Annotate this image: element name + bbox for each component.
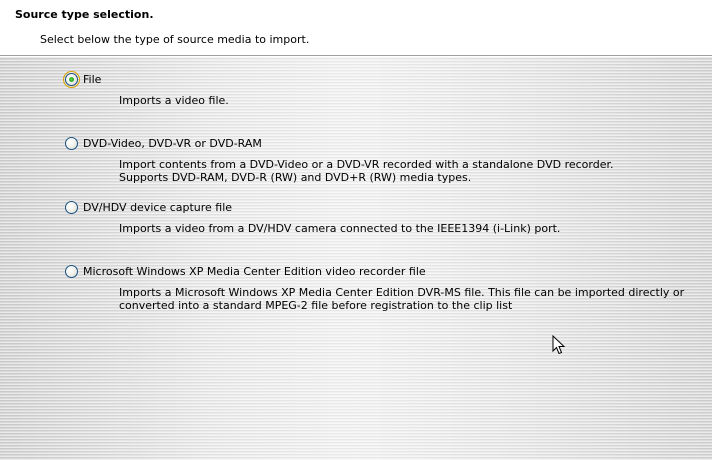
- radio-media-center[interactable]: [65, 265, 78, 278]
- option-file-label[interactable]: File: [83, 72, 102, 86]
- option-dv-capture-description: [119, 222, 705, 235]
- mouse-pointer-icon: [552, 335, 566, 355]
- option-media-center-row[interactable]: [65, 264, 705, 278]
- radio-file[interactable]: [65, 73, 78, 86]
- option-dvd-description-line: Import contents from a DVD-Video or a DVD-VR recorded with a standalone DVD recorder.: [119, 158, 614, 171]
- option-dvd-label[interactable]: DVD-Video, DVD-VR or DVD-RAM: [83, 136, 262, 150]
- option-file-description-line: Imports a video file.: [119, 94, 229, 107]
- focus-ring: [63, 71, 80, 88]
- option-media-center-label[interactable]: Microsoft Windows XP Media Center Edition video recorder file: [83, 264, 426, 278]
- option-file-description: [119, 94, 705, 107]
- option-dv-capture-row[interactable]: [65, 200, 705, 214]
- option-dvd-description-line: Supports DVD-RAM, DVD-R (RW) and DVD+R (RW) media types.: [119, 171, 472, 184]
- option-dvd-description: [119, 158, 705, 184]
- options-panel: [0, 57, 712, 460]
- option-media-center-description-line: Imports a Microsoft Windows XP Media Center Edition DVR-MS file. This file can be imported directly or: [119, 286, 685, 299]
- option-media-center: [65, 264, 705, 312]
- option-dvd: [65, 136, 705, 184]
- header-panel: [0, 0, 712, 56]
- option-dv-capture: [65, 200, 705, 235]
- option-dv-capture-label[interactable]: DV/HDV device capture file: [83, 200, 233, 214]
- page-title: Source type selection.: [15, 8, 154, 21]
- option-media-center-description-line: converted into a standard MPEG-2 file before registration to the clip list: [119, 299, 513, 312]
- page-subtitle: Select below the type of source media to import.: [40, 33, 310, 46]
- radio-dvd[interactable]: [65, 137, 78, 150]
- option-media-center-description: [119, 286, 705, 312]
- option-file: [65, 72, 705, 107]
- option-file-row[interactable]: [65, 72, 705, 86]
- option-dv-capture-description-line: Imports a video from a DV/HDV camera connected to the IEEE1394 (i-Link) port.: [119, 222, 561, 235]
- radio-dv-capture[interactable]: [65, 201, 78, 214]
- option-dvd-row[interactable]: [65, 136, 705, 150]
